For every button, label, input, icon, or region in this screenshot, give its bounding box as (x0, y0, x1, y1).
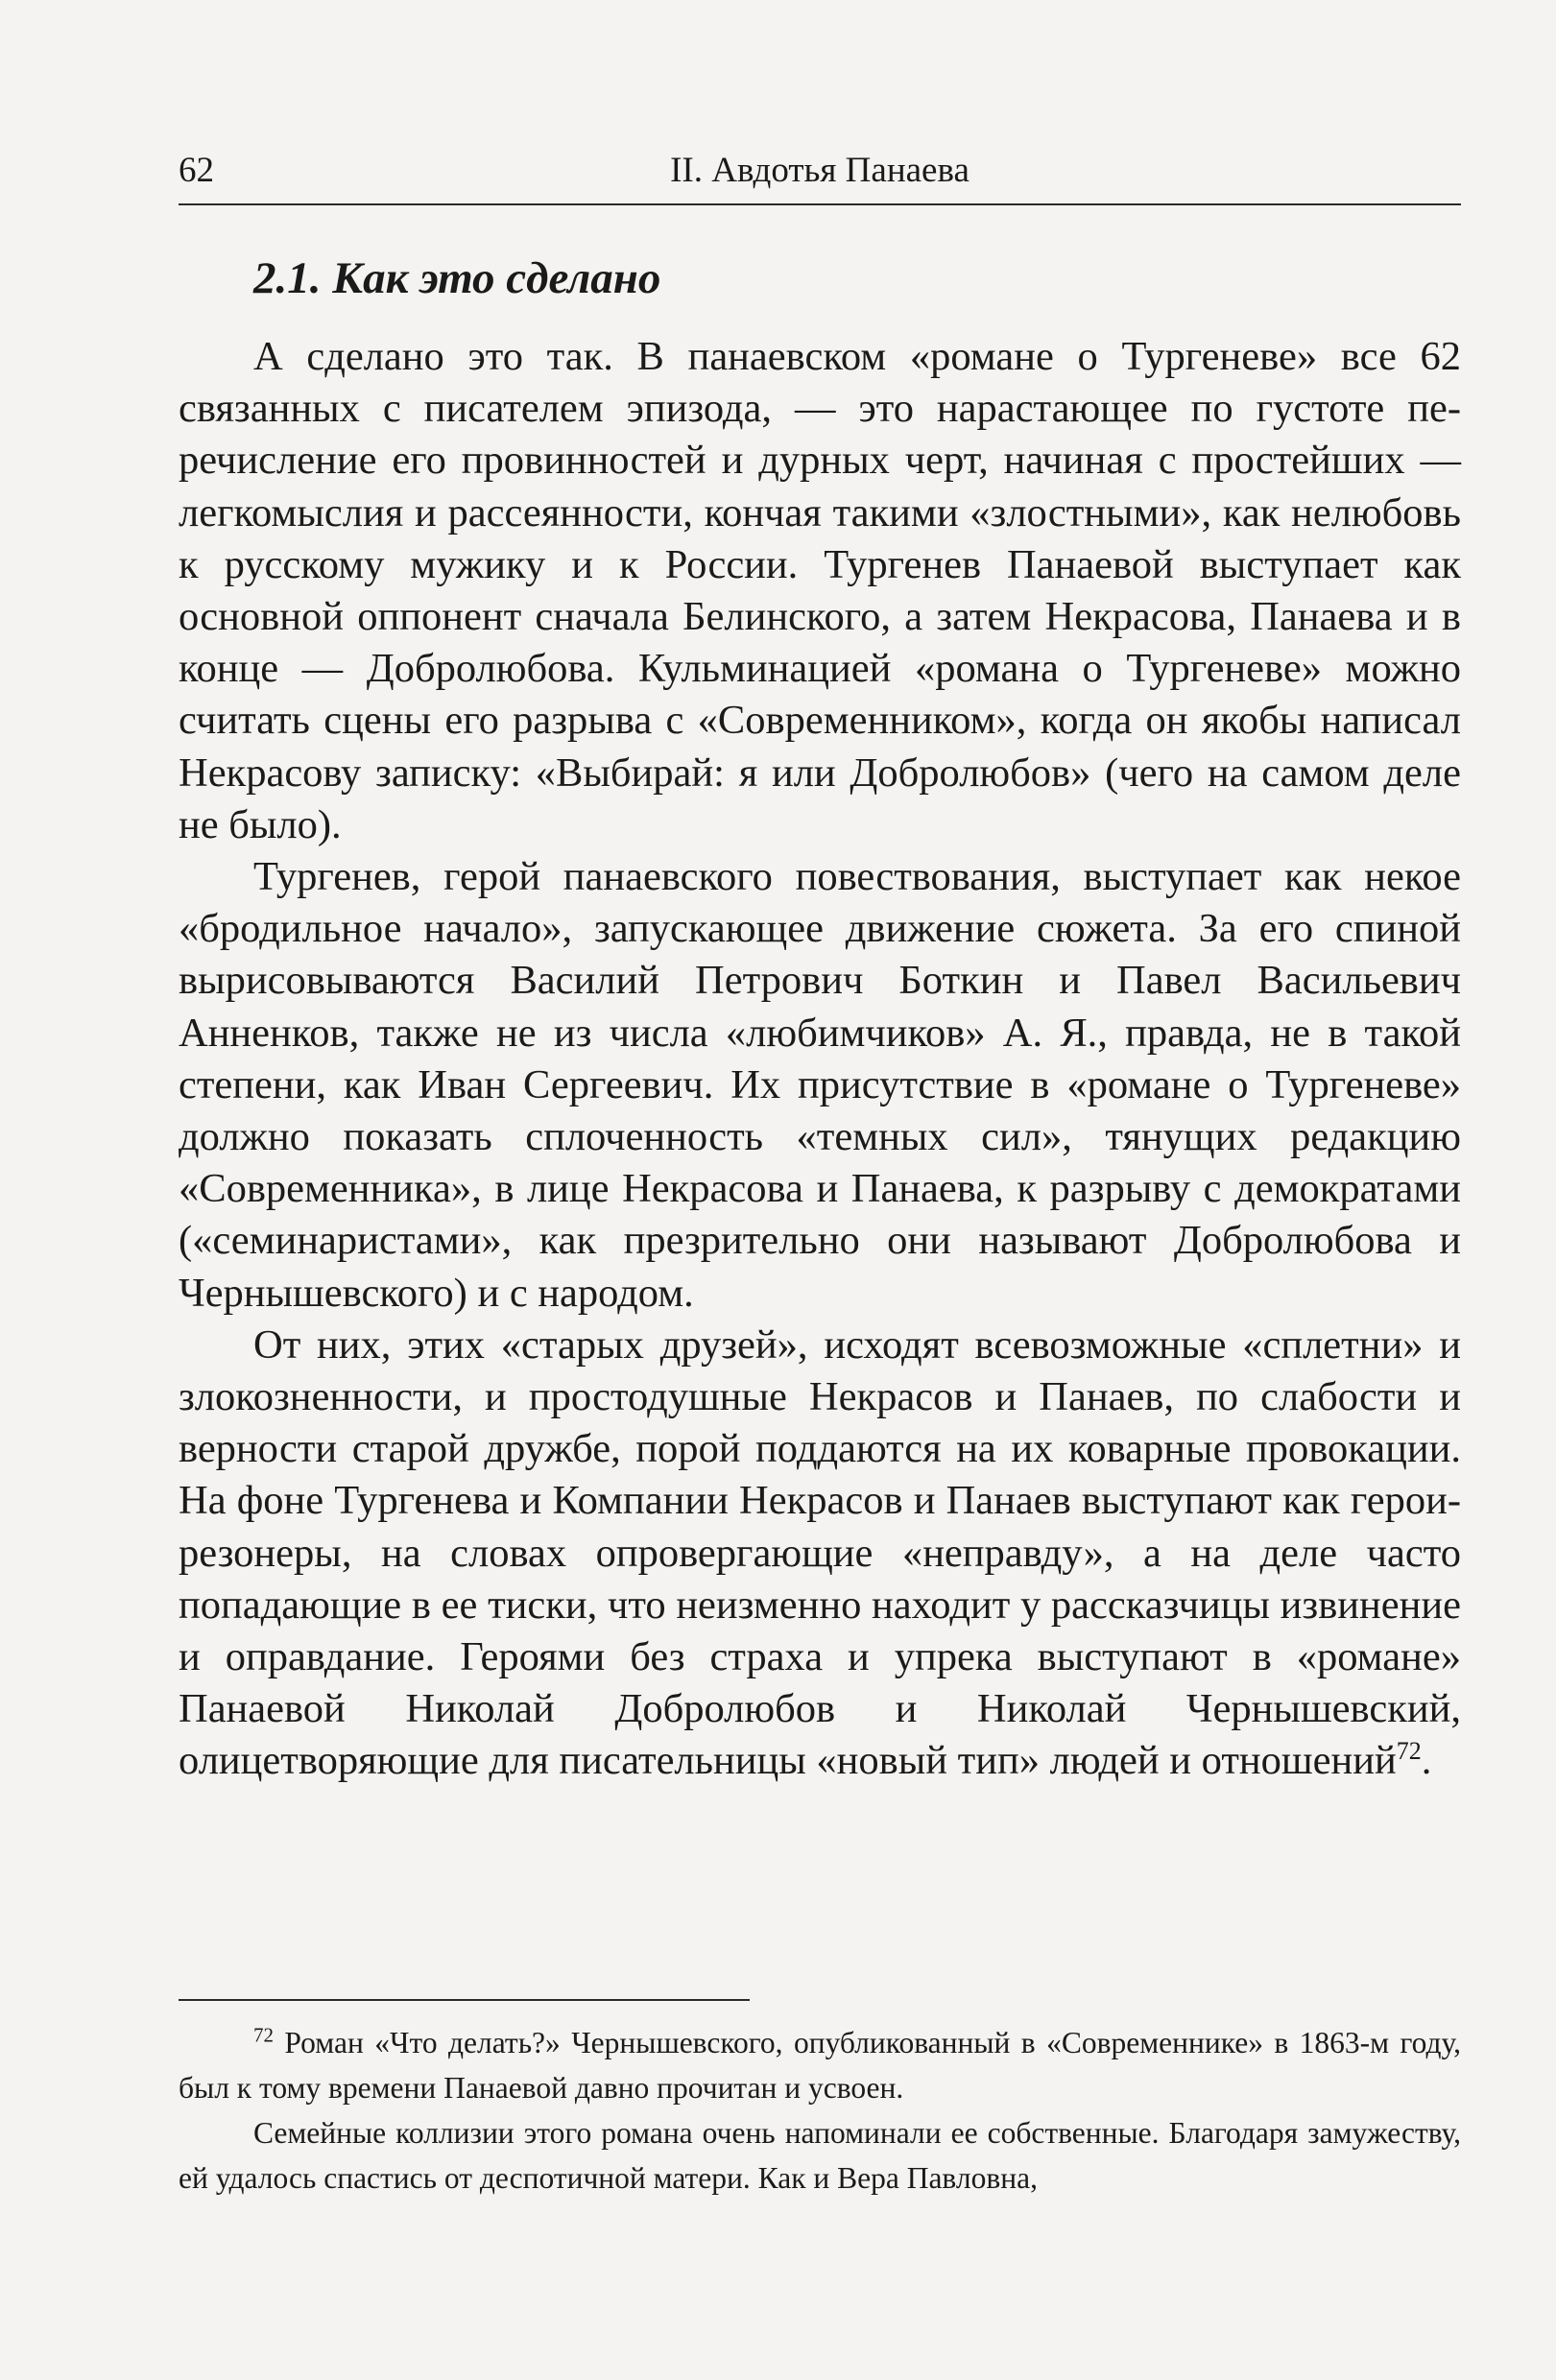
header-rule (179, 203, 1461, 205)
running-head (179, 142, 1461, 200)
section-heading: 2.1. Как это сделано (253, 253, 661, 303)
body-text (179, 331, 1461, 1788)
paragraph-text: Тургенев, герой панаевского повествования, выступает как некое «бродильное начало», запускающее движение сюжета. За его спиной вырисовываются Василий Петрович Боткин и Павел Васильевич Анненков, также не из числа «любимчиков» А. Я., правда, не в такой степени, как Иван Сергеевич. Их присутствие в «романе о Тургеневе» должно показать сплоченность «темных сил», тянущих редакцию «Современника», в лице Некрасова и Панаева, к разрыву с демократами («семинаристами», как презрительно они называют Добролюбова и Чернышевского) и с народом. (179, 854, 1461, 1316)
footnote-text: Семейные коллизии этого романа очень напоминали ее собственные. Благодаря замужеству, ей удалось спастись от деспотичной матери. Как и Вера Павловна, (179, 2116, 1461, 2195)
paragraph-tail: . (1421, 1738, 1432, 1784)
paragraph-text: А сделано это так. В панаевском «романе о Тургеневе» все 62 связанных с писателем эпизода, — это нарастающее по густоте перечисление его провинностей и дурных черт, начиная с простейших — легкомыслия и рассеянности, кончая такими «злостными», как нелюбовь к русскому мужику и к России. Тургенев Панаевой выступает как основной оппонент сначала Белинского, а затем Некрасова, Панаева и в конце — Добролюбова. Кульминацией «романа о Тургеневе» можно считать сцены его разрыва с «Современником», когда он якобы написал Некрасову записку: «Выбирай: я или Добролюбов» (чего на самом деле не было). (179, 334, 1461, 847)
running-title: II. Авдотья Панаева (670, 151, 970, 190)
footnote-continuation (179, 2110, 1461, 2201)
footnote-number: 72 (253, 2023, 274, 2047)
book-page (179, 0, 1461, 2380)
footnote-rule (179, 1999, 750, 2001)
paragraph (179, 1320, 1461, 1788)
footnote-text: Роман «Что делать?» Чернышевского, опубликованный в «Современнике» в 1863-м году, был к тому времени Панаевой давно прочитан и усвоен. (179, 2026, 1461, 2105)
footnote-reference[interactable]: 72 (1396, 1737, 1422, 1766)
page-number: 62 (179, 151, 214, 190)
paragraph (179, 851, 1461, 1320)
paragraph (179, 331, 1461, 851)
footnotes (179, 2020, 1461, 2201)
paragraph-text: От них, этих «старых друзей», исходят всевозможные «сплетни» и злокозненности, и простодушные Некрасов и Панаев, по слабости и верности старой дружбе, порой поддаются на их коварные провокации. На фоне Тургенева и Компании Некрасов и Панаев выступают как герои-резонеры, на словах опровергающие «неправду», а на деле часто попадающие в ее тиски, что неизменно находит у рассказчицы извинение и оправдание. Героями без страха и упрека выступают в «романе» Панаевой Николай Добролюбов и Николай Чернышевский, олицетворяющие для писательницы «новый тип» людей и отношений (179, 1321, 1461, 1784)
footnote (179, 2020, 1461, 2110)
